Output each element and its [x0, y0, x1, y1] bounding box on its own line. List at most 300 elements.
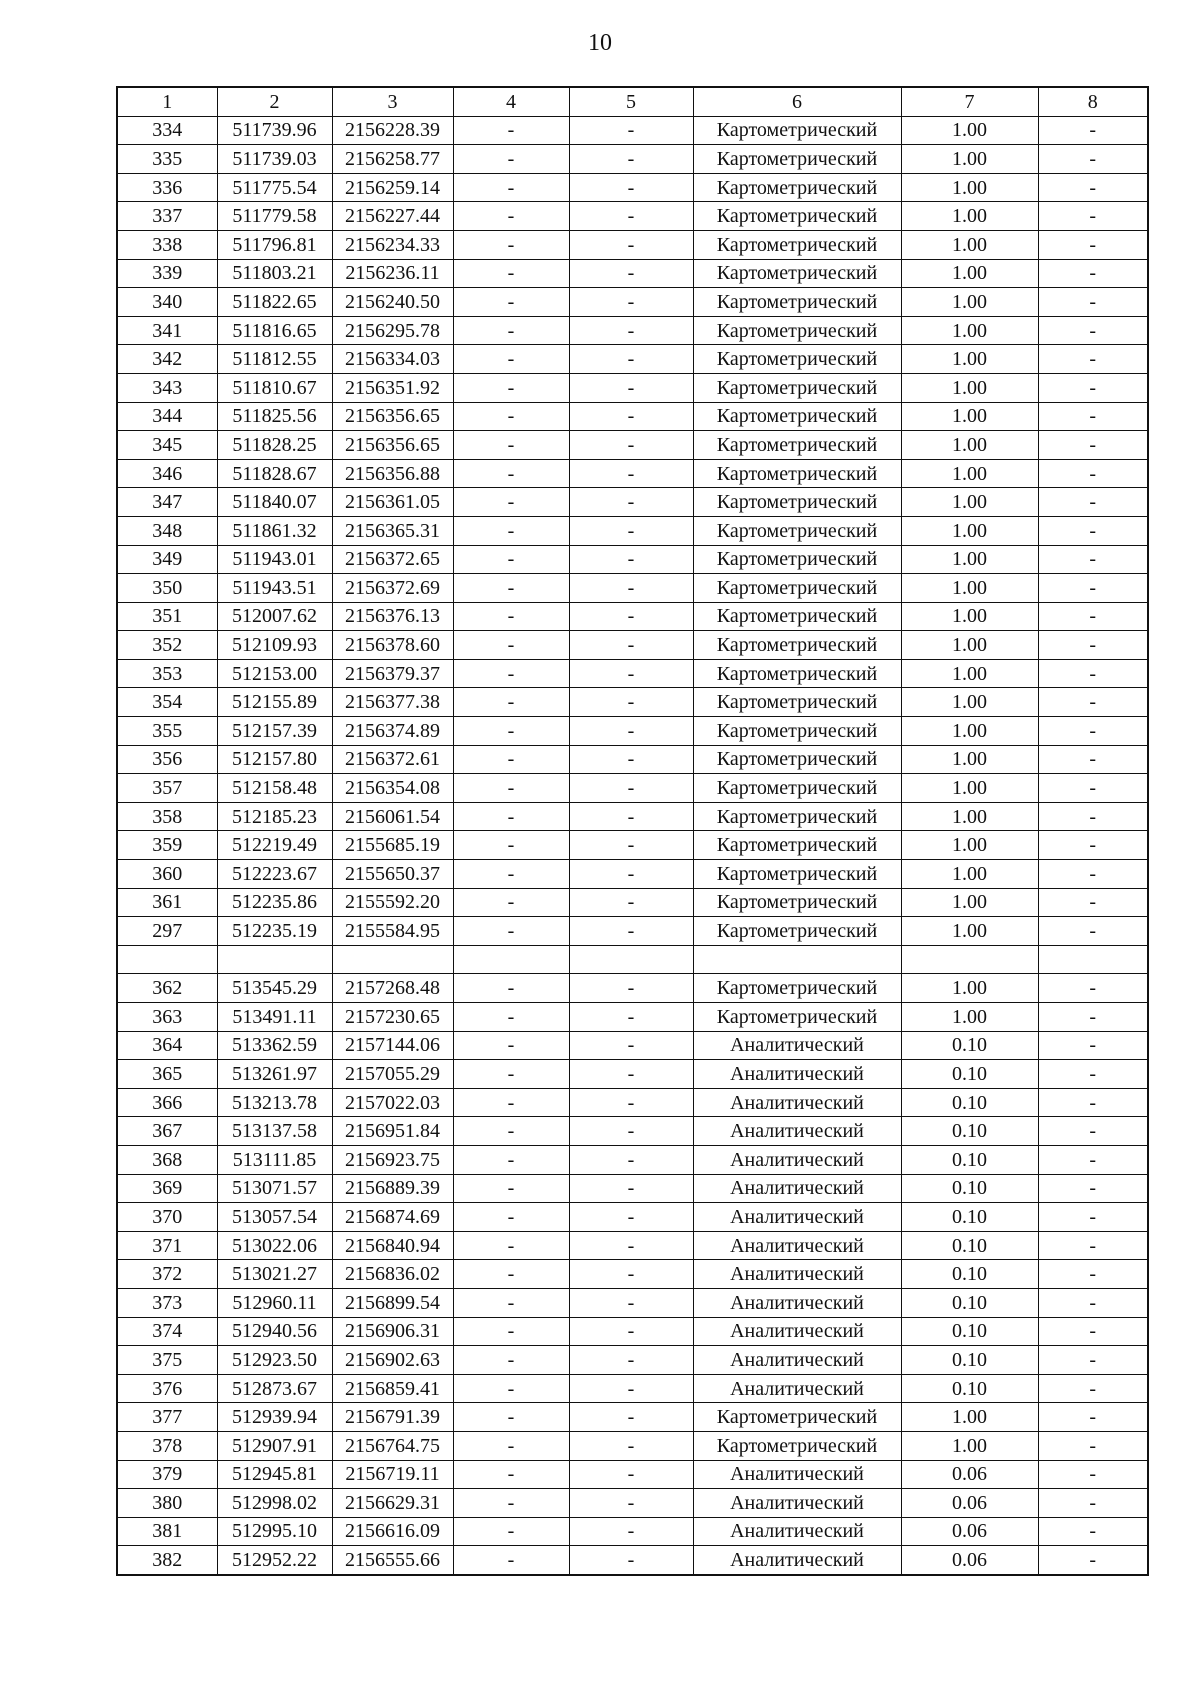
cell-col-4-value: - — [453, 1088, 569, 1117]
cell-x-coordinate: 511812.55 — [217, 345, 332, 374]
cell-y-coordinate: 2157230.65 — [332, 1003, 453, 1032]
cell-point-number: 365 — [117, 1060, 217, 1089]
cell-method: Картометрический — [693, 202, 901, 231]
cell-method: Аналитический — [693, 1145, 901, 1174]
cell-col-5-value: - — [569, 116, 693, 145]
cell-point-number: 297 — [117, 917, 217, 946]
cell-y-coordinate: 2156228.39 — [332, 116, 453, 145]
cell-point-number: 366 — [117, 1088, 217, 1117]
cell-point-number: 337 — [117, 202, 217, 231]
cell-col-5-value: - — [569, 1288, 693, 1317]
table-row — [117, 259, 1148, 288]
cell-method: Картометрический — [693, 345, 901, 374]
cell-accuracy: 1.00 — [901, 459, 1038, 488]
cell-point-number: 373 — [117, 1288, 217, 1317]
cell-col-8-value: - — [1038, 545, 1148, 574]
cell-point-number: 379 — [117, 1460, 217, 1489]
cell-point-number: 335 — [117, 145, 217, 174]
cell-method: Аналитический — [693, 1546, 901, 1575]
cell-accuracy: 0.10 — [901, 1060, 1038, 1089]
cell-method: Картометрический — [693, 1403, 901, 1432]
cell-method: Картометрический — [693, 602, 901, 631]
cell-method: Аналитический — [693, 1060, 901, 1089]
table-row — [117, 1088, 1148, 1117]
cell-x-coordinate: 512235.19 — [217, 917, 332, 946]
cell-col-5-value: - — [569, 259, 693, 288]
cell-method: Аналитический — [693, 1517, 901, 1546]
cell-col-4-value: - — [453, 173, 569, 202]
cell-col-4-value: - — [453, 717, 569, 746]
cell-col-8-value: - — [1038, 1403, 1148, 1432]
cell-x-coordinate: 511739.96 — [217, 116, 332, 145]
cell-accuracy: 1.00 — [901, 1431, 1038, 1460]
cell-col-4-value: - — [453, 345, 569, 374]
cell-x-coordinate: 512873.67 — [217, 1374, 332, 1403]
cell-col-8-value: - — [1038, 1145, 1148, 1174]
table-row — [117, 116, 1148, 145]
cell-col-8-value: - — [1038, 659, 1148, 688]
cell-accuracy: 1.00 — [901, 431, 1038, 460]
cell-col-4-value: - — [453, 1317, 569, 1346]
cell-accuracy: 1.00 — [901, 488, 1038, 517]
table-row — [117, 1003, 1148, 1032]
table-row — [117, 1460, 1148, 1489]
cell-col-4-value: - — [453, 659, 569, 688]
cell-y-coordinate: 2156874.69 — [332, 1203, 453, 1232]
cell-col-4-value: - — [453, 545, 569, 574]
cell-y-coordinate: 2156951.84 — [332, 1117, 453, 1146]
cell-col-4-value: - — [453, 1145, 569, 1174]
cell-col-8-value: - — [1038, 1546, 1148, 1575]
cell-col-4-value: - — [453, 402, 569, 431]
cell-accuracy: 0.10 — [901, 1317, 1038, 1346]
cell-accuracy: 0.06 — [901, 1517, 1038, 1546]
cell-y-coordinate: 2157022.03 — [332, 1088, 453, 1117]
table-row — [117, 488, 1148, 517]
cell-accuracy: 0.10 — [901, 1231, 1038, 1260]
cell-accuracy: 1.00 — [901, 116, 1038, 145]
cell-y-coordinate: 2156372.61 — [332, 745, 453, 774]
cell-x-coordinate: 512109.93 — [217, 631, 332, 660]
cell-col-4-value: - — [453, 288, 569, 317]
cell-col-5-value: - — [569, 917, 693, 946]
cell-method: Картометрический — [693, 488, 901, 517]
cell-col-5-value: - — [569, 831, 693, 860]
cell-y-coordinate: 2156899.54 — [332, 1288, 453, 1317]
cell-col-8-value: - — [1038, 1117, 1148, 1146]
cell-col-8-value: - — [1038, 1346, 1148, 1375]
table-row — [117, 774, 1148, 803]
cell-y-coordinate: 2156629.31 — [332, 1489, 453, 1518]
cell-col-8-value: - — [1038, 574, 1148, 603]
table-row — [117, 230, 1148, 259]
cell-x-coordinate: 512223.67 — [217, 860, 332, 889]
cell-x-coordinate: 512998.02 — [217, 1489, 332, 1518]
table-row — [117, 316, 1148, 345]
cell-y-coordinate: 2156376.13 — [332, 602, 453, 631]
table-row — [117, 202, 1148, 231]
cell-col-5-value: - — [569, 488, 693, 517]
cell-col-8-value: - — [1038, 459, 1148, 488]
cell-col-8-value — [1038, 945, 1148, 974]
table-row — [117, 1288, 1148, 1317]
table-row — [117, 1031, 1148, 1060]
column-header-3: 3 — [332, 87, 453, 116]
cell-x-coordinate: 511828.25 — [217, 431, 332, 460]
cell-col-5-value: - — [569, 1231, 693, 1260]
cell-col-5-value: - — [569, 1003, 693, 1032]
cell-method: Картометрический — [693, 402, 901, 431]
cell-method: Картометрический — [693, 659, 901, 688]
cell-point-number: 357 — [117, 774, 217, 803]
cell-accuracy: 1.00 — [901, 373, 1038, 402]
table-row — [117, 688, 1148, 717]
cell-x-coordinate: 513057.54 — [217, 1203, 332, 1232]
cell-accuracy: 0.10 — [901, 1088, 1038, 1117]
cell-col-4-value: - — [453, 1003, 569, 1032]
table-row — [117, 1403, 1148, 1432]
cell-col-8-value: - — [1038, 145, 1148, 174]
cell-x-coordinate: 513022.06 — [217, 1231, 332, 1260]
table-row — [117, 516, 1148, 545]
cell-x-coordinate: 511803.21 — [217, 259, 332, 288]
cell-col-4-value: - — [453, 574, 569, 603]
cell-point-number: 360 — [117, 860, 217, 889]
cell-col-4-value: - — [453, 116, 569, 145]
cell-x-coordinate: 512907.91 — [217, 1431, 332, 1460]
cell-y-coordinate: 2156234.33 — [332, 230, 453, 259]
cell-method: Картометрический — [693, 974, 901, 1003]
cell-col-5-value — [569, 945, 693, 974]
cell-y-coordinate: 2156372.65 — [332, 545, 453, 574]
cell-col-8-value: - — [1038, 688, 1148, 717]
cell-col-5-value: - — [569, 1031, 693, 1060]
cell-col-4-value: - — [453, 1203, 569, 1232]
cell-point-number: 352 — [117, 631, 217, 660]
cell-col-5-value: - — [569, 202, 693, 231]
cell-y-coordinate: 2156227.44 — [332, 202, 453, 231]
cell-col-4-value — [453, 945, 569, 974]
cell-col-8-value: - — [1038, 488, 1148, 517]
cell-accuracy: 1.00 — [901, 802, 1038, 831]
table-row — [117, 373, 1148, 402]
cell-col-5-value: - — [569, 888, 693, 917]
cell-col-4-value: - — [453, 631, 569, 660]
cell-accuracy: 1.00 — [901, 888, 1038, 917]
cell-x-coordinate: 512995.10 — [217, 1517, 332, 1546]
cell-col-4-value: - — [453, 1117, 569, 1146]
cell-col-8-value: - — [1038, 631, 1148, 660]
cell-method: Картометрический — [693, 288, 901, 317]
cell-accuracy: 0.06 — [901, 1489, 1038, 1518]
cell-method: Картометрический — [693, 631, 901, 660]
cell-point-number: 362 — [117, 974, 217, 1003]
cell-point-number: 340 — [117, 288, 217, 317]
cell-col-4-value: - — [453, 145, 569, 174]
cell-x-coordinate: 511943.01 — [217, 545, 332, 574]
cell-accuracy: 1.00 — [901, 659, 1038, 688]
cell-col-4-value: - — [453, 888, 569, 917]
table-row — [117, 1317, 1148, 1346]
cell-accuracy: 1.00 — [901, 345, 1038, 374]
table-body — [117, 116, 1148, 1575]
cell-accuracy: 1.00 — [901, 745, 1038, 774]
cell-point-number: 358 — [117, 802, 217, 831]
cell-col-8-value: - — [1038, 917, 1148, 946]
cell-point-number: 374 — [117, 1317, 217, 1346]
cell-method: Картометрический — [693, 1431, 901, 1460]
cell-x-coordinate: 512939.94 — [217, 1403, 332, 1432]
cell-col-5-value: - — [569, 1260, 693, 1289]
cell-y-coordinate: 2156377.38 — [332, 688, 453, 717]
cell-accuracy: 0.10 — [901, 1117, 1038, 1146]
cell-method: Картометрический — [693, 316, 901, 345]
cell-y-coordinate: 2156764.75 — [332, 1431, 453, 1460]
cell-x-coordinate: 511943.51 — [217, 574, 332, 603]
cell-x-coordinate: 511810.67 — [217, 373, 332, 402]
cell-col-8-value: - — [1038, 1174, 1148, 1203]
cell-method: Аналитический — [693, 1031, 901, 1060]
cell-col-8-value: - — [1038, 173, 1148, 202]
cell-x-coordinate: 512157.39 — [217, 717, 332, 746]
cell-col-8-value: - — [1038, 316, 1148, 345]
cell-x-coordinate: 511775.54 — [217, 173, 332, 202]
table-row — [117, 345, 1148, 374]
cell-x-coordinate: 511779.58 — [217, 202, 332, 231]
cell-method: Картометрический — [693, 173, 901, 202]
cell-point-number: 377 — [117, 1403, 217, 1432]
column-header-8: 8 — [1038, 87, 1148, 116]
cell-col-4-value: - — [453, 516, 569, 545]
cell-x-coordinate: 513021.27 — [217, 1260, 332, 1289]
cell-point-number: 359 — [117, 831, 217, 860]
cell-y-coordinate: 2156378.60 — [332, 631, 453, 660]
cell-point-number: 346 — [117, 459, 217, 488]
cell-method: Картометрический — [693, 145, 901, 174]
cell-y-coordinate: 2156259.14 — [332, 173, 453, 202]
cell-y-coordinate: 2156906.31 — [332, 1317, 453, 1346]
cell-point-number: 381 — [117, 1517, 217, 1546]
cell-col-8-value: - — [1038, 345, 1148, 374]
page-number: 10 — [588, 30, 612, 56]
cell-col-5-value: - — [569, 173, 693, 202]
cell-accuracy: 1.00 — [901, 145, 1038, 174]
cell-col-4-value: - — [453, 1060, 569, 1089]
cell-accuracy: 1.00 — [901, 516, 1038, 545]
cell-col-5-value: - — [569, 659, 693, 688]
cell-col-5-value: - — [569, 516, 693, 545]
cell-method: Аналитический — [693, 1088, 901, 1117]
cell-point-number: 334 — [117, 116, 217, 145]
cell-x-coordinate: 512235.86 — [217, 888, 332, 917]
cell-accuracy: 1.00 — [901, 173, 1038, 202]
cell-point-number: 364 — [117, 1031, 217, 1060]
cell-col-5-value: - — [569, 1489, 693, 1518]
cell-accuracy: 1.00 — [901, 860, 1038, 889]
table-row — [117, 974, 1148, 1003]
cell-accuracy: 1.00 — [901, 545, 1038, 574]
table-row — [117, 459, 1148, 488]
cell-x-coordinate: 512153.00 — [217, 659, 332, 688]
cell-method: Аналитический — [693, 1460, 901, 1489]
cell-col-5-value: - — [569, 345, 693, 374]
cell-y-coordinate: 2155685.19 — [332, 831, 453, 860]
cell-accuracy: 1.00 — [901, 402, 1038, 431]
cell-accuracy: 0.10 — [901, 1288, 1038, 1317]
cell-point-number: 350 — [117, 574, 217, 603]
column-header-2: 2 — [217, 87, 332, 116]
cell-point-number: 348 — [117, 516, 217, 545]
cell-method: Картометрический — [693, 774, 901, 803]
cell-y-coordinate: 2156334.03 — [332, 345, 453, 374]
cell-method: Аналитический — [693, 1203, 901, 1232]
cell-method: Картометрический — [693, 431, 901, 460]
cell-point-number: 349 — [117, 545, 217, 574]
cell-col-5-value: - — [569, 402, 693, 431]
cell-col-5-value: - — [569, 602, 693, 631]
cell-x-coordinate: 512923.50 — [217, 1346, 332, 1375]
table-row — [117, 574, 1148, 603]
cell-point-number: 347 — [117, 488, 217, 517]
cell-accuracy: 0.10 — [901, 1031, 1038, 1060]
cell-x-coordinate: 513545.29 — [217, 974, 332, 1003]
cell-point-number: 363 — [117, 1003, 217, 1032]
cell-y-coordinate: 2156791.39 — [332, 1403, 453, 1432]
cell-x-coordinate: 513362.59 — [217, 1031, 332, 1060]
cell-x-coordinate: 512157.80 — [217, 745, 332, 774]
cell-y-coordinate: 2156374.89 — [332, 717, 453, 746]
cell-method: Аналитический — [693, 1317, 901, 1346]
cell-x-coordinate: 511796.81 — [217, 230, 332, 259]
cell-col-8-value: - — [1038, 1288, 1148, 1317]
cell-col-4-value: - — [453, 688, 569, 717]
cell-point-number: 342 — [117, 345, 217, 374]
cell-method: Аналитический — [693, 1346, 901, 1375]
table-row — [117, 802, 1148, 831]
cell-x-coordinate: 511825.56 — [217, 402, 332, 431]
cell-y-coordinate: 2156361.05 — [332, 488, 453, 517]
table-row — [117, 288, 1148, 317]
table-row — [117, 1346, 1148, 1375]
cell-col-4-value: - — [453, 459, 569, 488]
cell-col-4-value: - — [453, 230, 569, 259]
cell-y-coordinate: 2156354.08 — [332, 774, 453, 803]
cell-col-4-value: - — [453, 1031, 569, 1060]
cell-col-5-value: - — [569, 688, 693, 717]
cell-y-coordinate: 2156236.11 — [332, 259, 453, 288]
cell-method: Аналитический — [693, 1260, 901, 1289]
cell-col-5-value: - — [569, 1460, 693, 1489]
cell-method: Картометрический — [693, 574, 901, 603]
cell-y-coordinate: 2155584.95 — [332, 917, 453, 946]
cell-y-coordinate: 2156840.94 — [332, 1231, 453, 1260]
table-row — [117, 917, 1148, 946]
cell-y-coordinate: 2156719.11 — [332, 1460, 453, 1489]
coordinates-table — [116, 86, 1149, 1576]
cell-col-5-value: - — [569, 1517, 693, 1546]
table-row — [117, 145, 1148, 174]
cell-accuracy: 0.06 — [901, 1460, 1038, 1489]
cell-col-4-value: - — [453, 1260, 569, 1289]
cell-accuracy: 1.00 — [901, 717, 1038, 746]
cell-accuracy: 1.00 — [901, 602, 1038, 631]
cell-y-coordinate — [332, 945, 453, 974]
table-row — [117, 1260, 1148, 1289]
table-row — [117, 1145, 1148, 1174]
cell-col-5-value: - — [569, 745, 693, 774]
cell-col-8-value: - — [1038, 888, 1148, 917]
cell-accuracy: 1.00 — [901, 288, 1038, 317]
cell-method: Картометрический — [693, 373, 901, 402]
cell-col-5-value: - — [569, 145, 693, 174]
cell-point-number: 368 — [117, 1145, 217, 1174]
cell-col-4-value: - — [453, 831, 569, 860]
cell-col-8-value: - — [1038, 717, 1148, 746]
cell-col-5-value: - — [569, 373, 693, 402]
cell-method: Картометрический — [693, 1003, 901, 1032]
cell-col-5-value: - — [569, 431, 693, 460]
cell-col-8-value: - — [1038, 1460, 1148, 1489]
cell-y-coordinate: 2156859.41 — [332, 1374, 453, 1403]
cell-x-coordinate: 513261.97 — [217, 1060, 332, 1089]
cell-accuracy: 1.00 — [901, 316, 1038, 345]
cell-col-8-value: - — [1038, 1489, 1148, 1518]
cell-col-4-value: - — [453, 745, 569, 774]
cell-point-number: 354 — [117, 688, 217, 717]
table-row — [117, 1374, 1148, 1403]
cell-col-4-value: - — [453, 602, 569, 631]
cell-accuracy: 0.10 — [901, 1174, 1038, 1203]
cell-y-coordinate: 2157268.48 — [332, 974, 453, 1003]
cell-y-coordinate: 2156555.66 — [332, 1546, 453, 1575]
cell-point-number: 356 — [117, 745, 217, 774]
cell-col-4-value: - — [453, 1489, 569, 1518]
table-row — [117, 1231, 1148, 1260]
cell-accuracy: 0.10 — [901, 1260, 1038, 1289]
cell-point-number: 341 — [117, 316, 217, 345]
cell-col-5-value: - — [569, 545, 693, 574]
cell-point-number: 371 — [117, 1231, 217, 1260]
cell-method: Картометрический — [693, 888, 901, 917]
table-row — [117, 1517, 1148, 1546]
cell-col-8-value: - — [1038, 402, 1148, 431]
cell-method: Аналитический — [693, 1117, 901, 1146]
cell-x-coordinate: 513137.58 — [217, 1117, 332, 1146]
cell-col-5-value: - — [569, 288, 693, 317]
cell-col-4-value: - — [453, 1431, 569, 1460]
cell-col-8-value: - — [1038, 1260, 1148, 1289]
cell-accuracy: 0.10 — [901, 1346, 1038, 1375]
column-header-6: 6 — [693, 87, 901, 116]
cell-col-5-value: - — [569, 802, 693, 831]
cell-col-4-value: - — [453, 488, 569, 517]
cell-point-number: 343 — [117, 373, 217, 402]
cell-col-5-value: - — [569, 1060, 693, 1089]
cell-y-coordinate: 2156061.54 — [332, 802, 453, 831]
table-row — [117, 1546, 1148, 1575]
cell-point-number: 367 — [117, 1117, 217, 1146]
cell-point-number: 375 — [117, 1346, 217, 1375]
cell-x-coordinate: 511840.07 — [217, 488, 332, 517]
table-row — [117, 1174, 1148, 1203]
cell-col-5-value: - — [569, 1403, 693, 1432]
cell-col-8-value: - — [1038, 1203, 1148, 1232]
cell-y-coordinate: 2156258.77 — [332, 145, 453, 174]
cell-accuracy: 0.10 — [901, 1145, 1038, 1174]
cell-accuracy: 0.10 — [901, 1374, 1038, 1403]
cell-y-coordinate: 2156923.75 — [332, 1145, 453, 1174]
cell-col-5-value: - — [569, 1117, 693, 1146]
